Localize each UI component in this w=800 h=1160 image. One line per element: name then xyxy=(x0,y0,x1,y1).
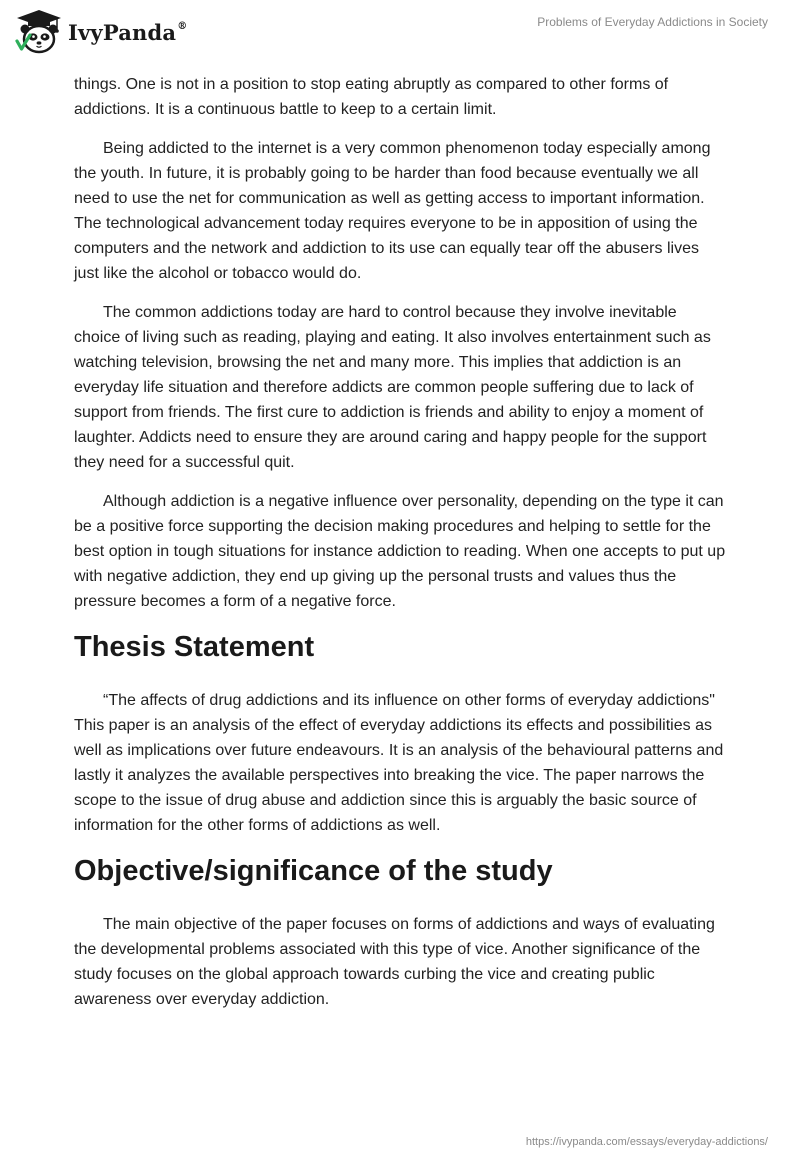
paragraph: The common addictions today are hard to control because they involve inevitable choice of living such as reading, playing and eating. It also involves entertainment such as watching television, browsing the net and many more. This implies that addiction is an everyday life situation and therefore addicts are common people suffering due to lack of support from friends. The first cure to addiction is friends and ability to enjoy a moment of laughter. Addicts need to ensure they are around caring and happy people for the support they need for a successful quit. xyxy=(74,304,711,471)
logo-text: IvyPanda® xyxy=(68,19,188,45)
section-heading-thesis: Thesis Statement xyxy=(74,631,315,663)
section-heading-objective: Objective/significance of the study xyxy=(74,855,553,887)
ivypanda-logo[interactable] xyxy=(14,8,187,54)
paragraph: The main objective of the paper focuses on forms of addictions and ways of evaluating the developmental problems associated with this type of vice. Another significance of the study focuses on the global approach towards curbing the vice and creating public awareness over everyday addiction. xyxy=(74,916,715,1008)
paragraph: “The affects of drug addictions and its influence on other forms of everyday addictions" This paper is an analysis of the effect of everyday addictions its effects and possibilities as well as implications over future endeavours. It is an analysis of the behavioural patterns and lastly it analyzes the available perspectives into breaking the vice. The paper narrows the scope to the issue of drug abuse and addiction since this is arguably the basic source of information for the other forms of addictions as well. xyxy=(74,692,724,834)
source-url[interactable]: https://ivypanda.com/essays/everyday-addictions/ xyxy=(525,1136,768,1148)
essay-body xyxy=(74,72,726,1026)
panda-graduate-icon xyxy=(14,8,64,54)
paragraph: Being addicted to the internet is a very common phenomenon today especially among the youth. In future, it is probably going to be harder than food because eventually we all need to use the net for communication as well as getting access to important information. The technological advancement today requires everyone to be in apposition of using the computers and the network and addiction to its use can equally tear off the abusers lives just like the alcohol or tobacco would do. xyxy=(74,140,711,282)
document-title: Problems of Everyday Addictions in Society xyxy=(537,15,768,29)
paragraph: things. One is not in a position to stop eating abruptly as compared to other forms of addictions. It is a continuous battle to keep to a certain limit. xyxy=(74,76,669,118)
page-header xyxy=(0,0,800,64)
paragraph: Although addiction is a negative influence over personality, depending on the type it can be a positive force supporting the decision making procedures and helping to settle for the best option in tough situations for instance addiction to reading. When one accepts to put up with negative addiction, they end up giving up the personal trusts and values thus the pressure becomes a form of a negative force. xyxy=(74,493,726,610)
